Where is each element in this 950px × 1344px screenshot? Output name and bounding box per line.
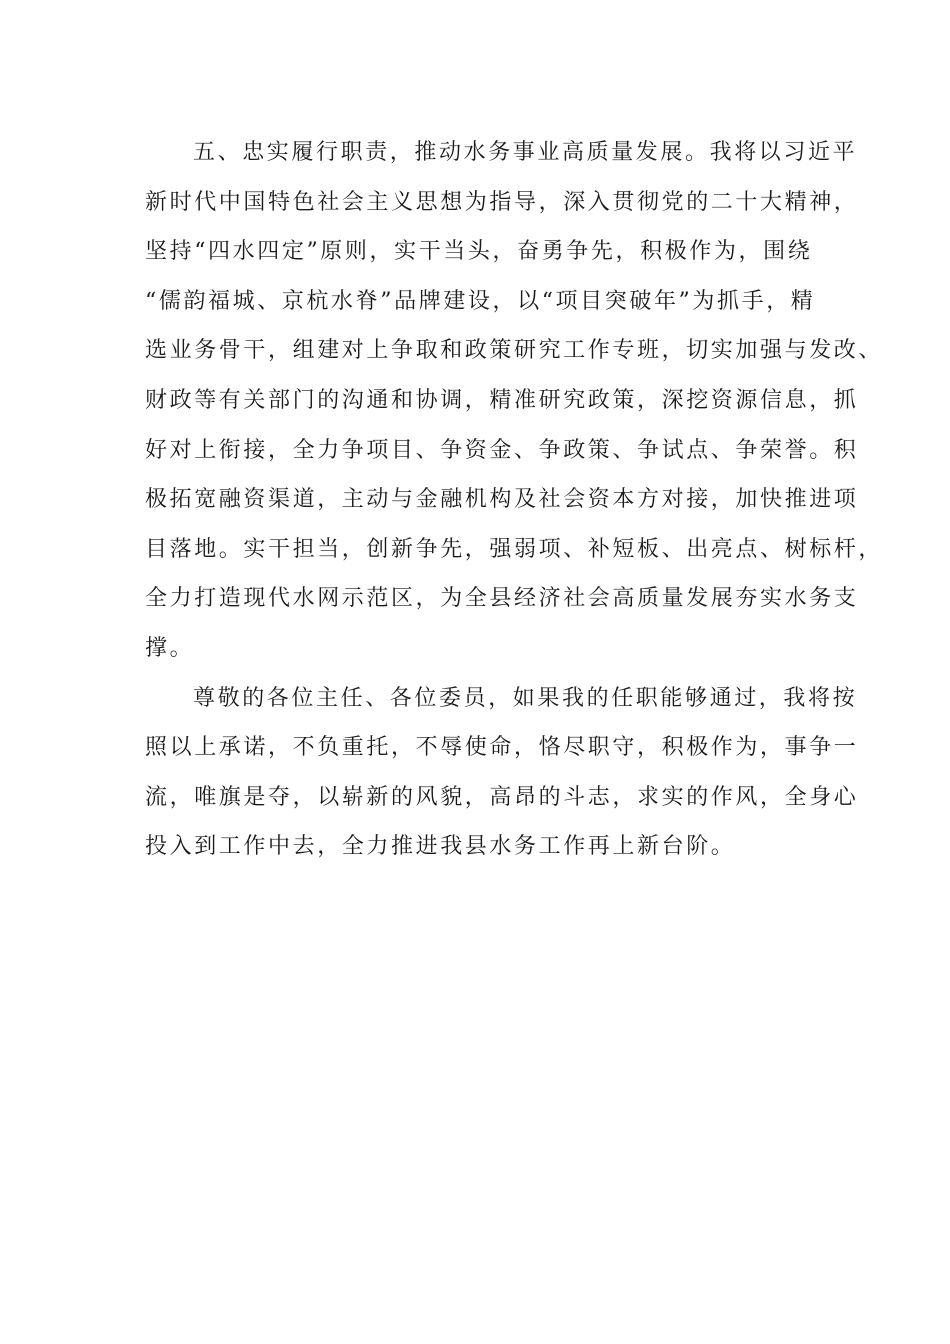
text-line: 选业务骨干，组建对上争取和政策研究工作专班，切实加强与发改、 xyxy=(145,338,884,364)
text-line: 流，唯旗是夺，以崭新的风貌，高昂的斗志，求实的作风，全身心 xyxy=(145,784,859,810)
text-line: 撑。 xyxy=(145,635,195,661)
paragraph-duties xyxy=(145,128,884,674)
text-line: 照以上承诺，不负重托，不辱使命，恪尽职守，积极作为，事争一 xyxy=(145,735,859,761)
text-line: 尊敬的各位主任、各位委员，如果我的任职能够通过，我将按 xyxy=(193,685,858,711)
text-line: 新时代中国特色社会主义思想为指导，深入贯彻党的二十大精神， xyxy=(145,189,859,215)
text-line: “儒韵福城、京杭水脊”品牌建设，以“项目突破年”为抓手，精 xyxy=(145,288,816,314)
text-line: 目落地。实干担当，创新争先，强弱项、补短板、出亮点、树标杆， xyxy=(145,536,884,562)
text-line: 坚持“四水四定”原则，实干当头，奋勇争先，积极作为，围绕 xyxy=(145,239,813,265)
text-line: 极拓宽融资渠道，主动与金融机构及社会资本方对接，加快推进项 xyxy=(145,487,859,513)
paragraph-closing xyxy=(145,674,859,872)
text-line: 全力打造现代水网示范区，为全县经济社会高质量发展夯实水务支 xyxy=(145,586,859,612)
text-line: 财政等有关部门的沟通和协调，精准研究政策，深挖资源信息，抓 xyxy=(145,387,859,413)
text-line: 好对上衔接，全力争项目、争资金、争政策、争试点、争荣誉。积 xyxy=(145,437,859,463)
text-line: 投入到工作中去，全力推进我县水务工作再上新台阶。 xyxy=(145,834,736,860)
text-line: 五、忠实履行职责，推动水务事业高质量发展。我将以习近平 xyxy=(193,140,858,165)
document-body xyxy=(145,128,884,872)
